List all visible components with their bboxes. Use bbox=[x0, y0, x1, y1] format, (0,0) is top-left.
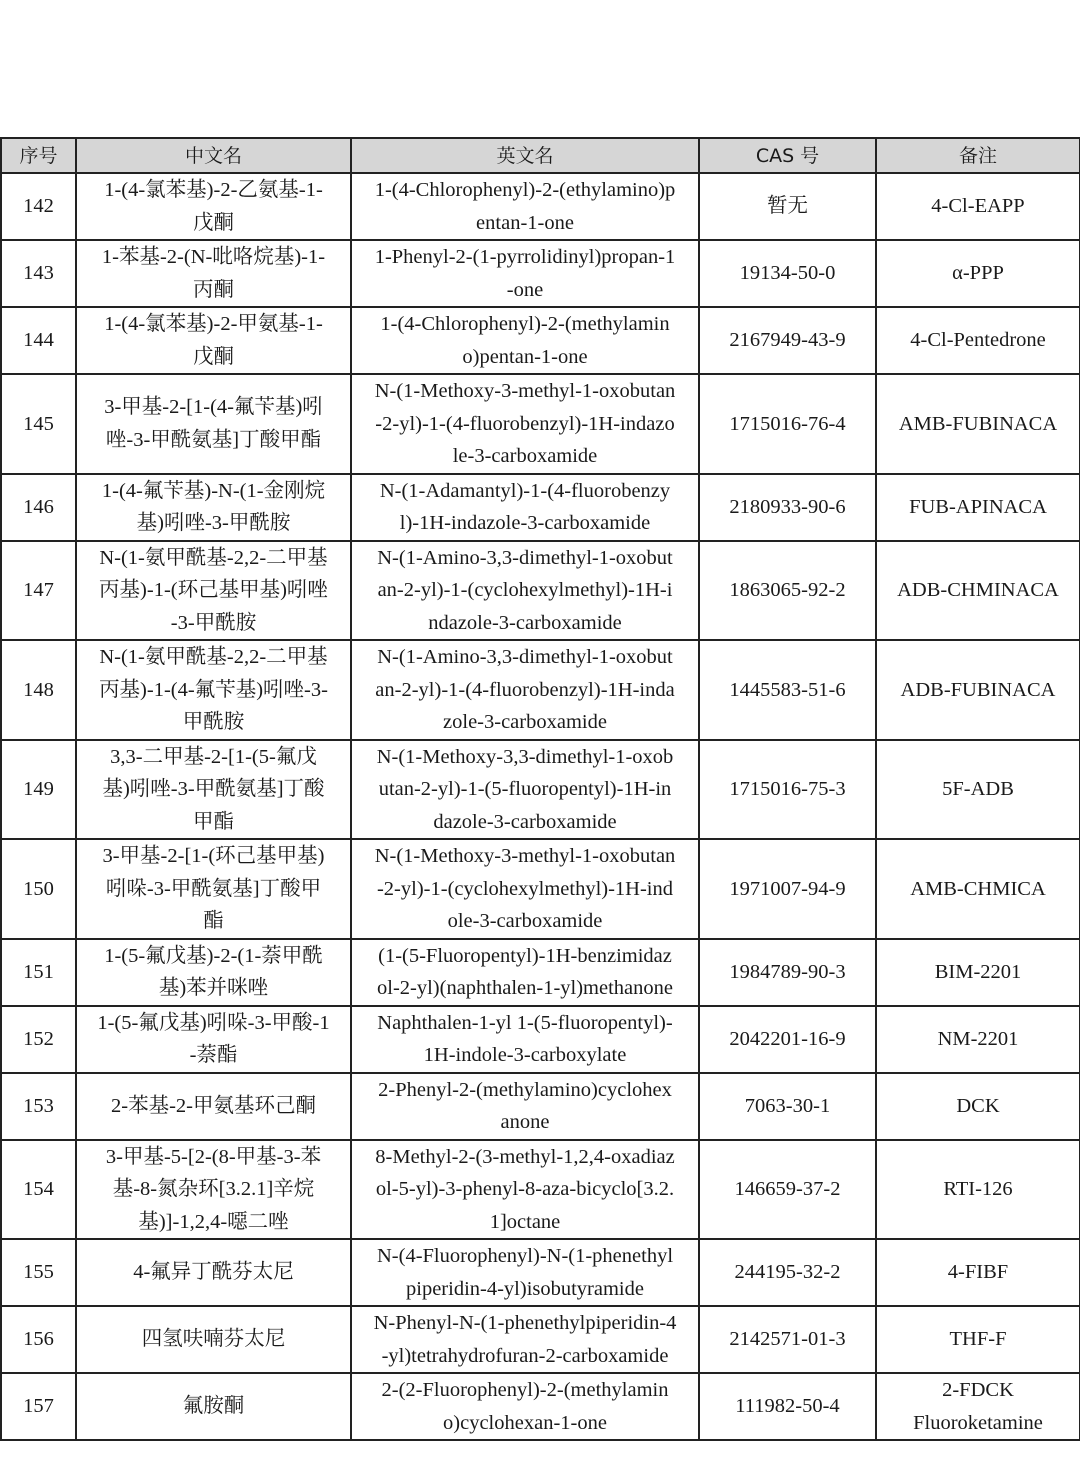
cell-note: NM-2201 bbox=[876, 1006, 1080, 1073]
cell-chinese-name: 1-(4-氯苯基)-2-乙氨基-1- 戊酮 bbox=[76, 173, 351, 240]
cell-chinese-name: 3-甲基-5-[2-(8-甲基-3-苯 基-8-氮杂环[3.2.1]辛烷 基)]-1,2,4-噁二唑 bbox=[76, 1140, 351, 1240]
cell-row-number: 157 bbox=[1, 1373, 76, 1440]
table-row bbox=[1, 939, 1080, 1006]
cell-cas-number: 2180933-90-6 bbox=[699, 474, 876, 541]
cell-note: 4-Cl-EAPP bbox=[876, 173, 1080, 240]
cell-cas-number: 1971007-94-9 bbox=[699, 839, 876, 939]
header-note: 备注 bbox=[876, 138, 1080, 173]
cell-cas-number: 2167949-43-9 bbox=[699, 307, 876, 374]
table-row bbox=[1, 1073, 1080, 1140]
cell-english-name: N-(4-Fluorophenyl)-N-(1-phenethyl piperidin-4-yl)isobutyramide bbox=[351, 1239, 699, 1306]
cell-chinese-name: 1-苯基-2-(N-吡咯烷基)-1- 丙酮 bbox=[76, 240, 351, 307]
table-row bbox=[1, 1006, 1080, 1073]
header-number: 序号 bbox=[1, 138, 76, 173]
cell-row-number: 142 bbox=[1, 173, 76, 240]
cell-chinese-name: 四氢呋喃芬太尼 bbox=[76, 1306, 351, 1373]
cell-chinese-name: 3,3-二甲基-2-[1-(5-氟戊 基)吲唑-3-甲酰氨基]丁酸 甲酯 bbox=[76, 740, 351, 840]
cell-chinese-name: 1-(5-氟戊基)吲哚-3-甲酸-1 -萘酯 bbox=[76, 1006, 351, 1073]
cell-row-number: 155 bbox=[1, 1239, 76, 1306]
cell-english-name: 1-(4-Chlorophenyl)-2-(methylamin o)pentan-1-one bbox=[351, 307, 699, 374]
cell-note: AMB-CHMICA bbox=[876, 839, 1080, 939]
table-row bbox=[1, 173, 1080, 240]
cell-english-name: N-(1-Methoxy-3,3-dimethyl-1-oxob utan-2-yl)-1-(5-fluoropentyl)-1H-in dazole-3-carboxamide bbox=[351, 740, 699, 840]
cell-row-number: 153 bbox=[1, 1073, 76, 1140]
table-row bbox=[1, 1373, 1080, 1440]
cell-cas-number: 244195-32-2 bbox=[699, 1239, 876, 1306]
cell-row-number: 146 bbox=[1, 474, 76, 541]
table-row bbox=[1, 640, 1080, 740]
cell-english-name: 2-(2-Fluorophenyl)-2-(methylamin o)cyclohexan-1-one bbox=[351, 1373, 699, 1440]
substance-table bbox=[0, 137, 1080, 1441]
cell-row-number: 151 bbox=[1, 939, 76, 1006]
cell-cas-number: 111982-50-4 bbox=[699, 1373, 876, 1440]
cell-cas-number: 1445583-51-6 bbox=[699, 640, 876, 740]
cell-english-name: N-(1-Methoxy-3-methyl-1-oxobutan -2-yl)-1-(4-fluorobenzyl)-1H-indazo le-3-carboxamide bbox=[351, 374, 699, 474]
cell-note: 5F-ADB bbox=[876, 740, 1080, 840]
cell-row-number: 152 bbox=[1, 1006, 76, 1073]
cell-cas-number: 1715016-76-4 bbox=[699, 374, 876, 474]
cell-note: ADB-CHMINACA bbox=[876, 541, 1080, 641]
cell-row-number: 148 bbox=[1, 640, 76, 740]
cell-chinese-name: N-(1-氨甲酰基-2,2-二甲基 丙基)-1-(环己基甲基)吲唑 -3-甲酰胺 bbox=[76, 541, 351, 641]
table-row bbox=[1, 1140, 1080, 1240]
cell-cas-number: 1715016-75-3 bbox=[699, 740, 876, 840]
cell-note: α-PPP bbox=[876, 240, 1080, 307]
cell-row-number: 156 bbox=[1, 1306, 76, 1373]
cell-note: 4-FIBF bbox=[876, 1239, 1080, 1306]
cell-english-name: Naphthalen-1-yl 1-(5-fluoropentyl)- 1H-indole-3-carboxylate bbox=[351, 1006, 699, 1073]
cell-chinese-name: 1-(4-氟苄基)-N-(1-金刚烷 基)吲唑-3-甲酰胺 bbox=[76, 474, 351, 541]
cell-english-name: 8-Methyl-2-(3-methyl-1,2,4-oxadiaz ol-5-yl)-3-phenyl-8-aza-bicyclo[3.2. 1]octane bbox=[351, 1140, 699, 1240]
cell-cas-number: 2142571-01-3 bbox=[699, 1306, 876, 1373]
cell-cas-number: 暂无 bbox=[699, 173, 876, 240]
header-english-name: 英文名 bbox=[351, 138, 699, 173]
table-row bbox=[1, 839, 1080, 939]
cell-note: 2-FDCK Fluoroketamine bbox=[876, 1373, 1080, 1440]
cell-row-number: 147 bbox=[1, 541, 76, 641]
table-row bbox=[1, 474, 1080, 541]
cell-chinese-name: 3-甲基-2-[1-(环己基甲基) 吲哚-3-甲酰氨基]丁酸甲 酯 bbox=[76, 839, 351, 939]
cell-english-name: N-(1-Amino-3,3-dimethyl-1-oxobut an-2-yl)-1-(cyclohexylmethyl)-1H-i ndazole-3-carboxamide bbox=[351, 541, 699, 641]
cell-row-number: 143 bbox=[1, 240, 76, 307]
cell-cas-number: 1984789-90-3 bbox=[699, 939, 876, 1006]
cell-row-number: 145 bbox=[1, 374, 76, 474]
cell-english-name: (1-(5-Fluoropentyl)-1H-benzimidaz ol-2-yl)(naphthalen-1-yl)methanone bbox=[351, 939, 699, 1006]
cell-row-number: 144 bbox=[1, 307, 76, 374]
table-row bbox=[1, 541, 1080, 641]
cell-note: 4-Cl-Pentedrone bbox=[876, 307, 1080, 374]
header-cas: CAS 号 bbox=[699, 138, 876, 173]
table-row bbox=[1, 374, 1080, 474]
cell-english-name: 1-(4-Chlorophenyl)-2-(ethylamino)p entan-1-one bbox=[351, 173, 699, 240]
header-chinese-name: 中文名 bbox=[76, 138, 351, 173]
table-row bbox=[1, 740, 1080, 840]
cell-note: RTI-126 bbox=[876, 1140, 1080, 1240]
table-row bbox=[1, 307, 1080, 374]
cell-note: DCK bbox=[876, 1073, 1080, 1140]
cell-english-name: N-(1-Adamantyl)-1-(4-fluorobenzy l)-1H-indazole-3-carboxamide bbox=[351, 474, 699, 541]
cell-chinese-name: 4-氟异丁酰芬太尼 bbox=[76, 1239, 351, 1306]
cell-note: BIM-2201 bbox=[876, 939, 1080, 1006]
table-row bbox=[1, 1306, 1080, 1373]
cell-english-name: N-Phenyl-N-(1-phenethylpiperidin-4 -yl)tetrahydrofuran-2-carboxamide bbox=[351, 1306, 699, 1373]
cell-note: ADB-FUBINACA bbox=[876, 640, 1080, 740]
cell-row-number: 150 bbox=[1, 839, 76, 939]
cell-note: THF-F bbox=[876, 1306, 1080, 1373]
header-row bbox=[1, 138, 1080, 173]
cell-cas-number: 2042201-16-9 bbox=[699, 1006, 876, 1073]
cell-note: AMB-FUBINACA bbox=[876, 374, 1080, 474]
cell-row-number: 154 bbox=[1, 1140, 76, 1240]
cell-chinese-name: 2-苯基-2-甲氨基环己酮 bbox=[76, 1073, 351, 1140]
cell-note: FUB-APINACA bbox=[876, 474, 1080, 541]
cell-english-name: N-(1-Amino-3,3-dimethyl-1-oxobut an-2-yl)-1-(4-fluorobenzyl)-1H-inda zole-3-carboxamide bbox=[351, 640, 699, 740]
cell-cas-number: 146659-37-2 bbox=[699, 1140, 876, 1240]
cell-chinese-name: 1-(4-氯苯基)-2-甲氨基-1- 戊酮 bbox=[76, 307, 351, 374]
cell-cas-number: 7063-30-1 bbox=[699, 1073, 876, 1140]
cell-cas-number: 19134-50-0 bbox=[699, 240, 876, 307]
cell-chinese-name: N-(1-氨甲酰基-2,2-二甲基 丙基)-1-(4-氟苄基)吲唑-3- 甲酰胺 bbox=[76, 640, 351, 740]
cell-row-number: 149 bbox=[1, 740, 76, 840]
cell-chinese-name: 1-(5-氟戊基)-2-(1-萘甲酰 基)苯并咪唑 bbox=[76, 939, 351, 1006]
cell-english-name: 1-Phenyl-2-(1-pyrrolidinyl)propan-1 -one bbox=[351, 240, 699, 307]
cell-chinese-name: 3-甲基-2-[1-(4-氟苄基)吲 唑-3-甲酰氨基]丁酸甲酯 bbox=[76, 374, 351, 474]
cell-cas-number: 1863065-92-2 bbox=[699, 541, 876, 641]
cell-chinese-name: 氟胺酮 bbox=[76, 1373, 351, 1440]
cell-english-name: 2-Phenyl-2-(methylamino)cyclohex anone bbox=[351, 1073, 699, 1140]
table-row bbox=[1, 1239, 1080, 1306]
table-row bbox=[1, 240, 1080, 307]
cell-english-name: N-(1-Methoxy-3-methyl-1-oxobutan -2-yl)-1-(cyclohexylmethyl)-1H-ind ole-3-carboxamide bbox=[351, 839, 699, 939]
